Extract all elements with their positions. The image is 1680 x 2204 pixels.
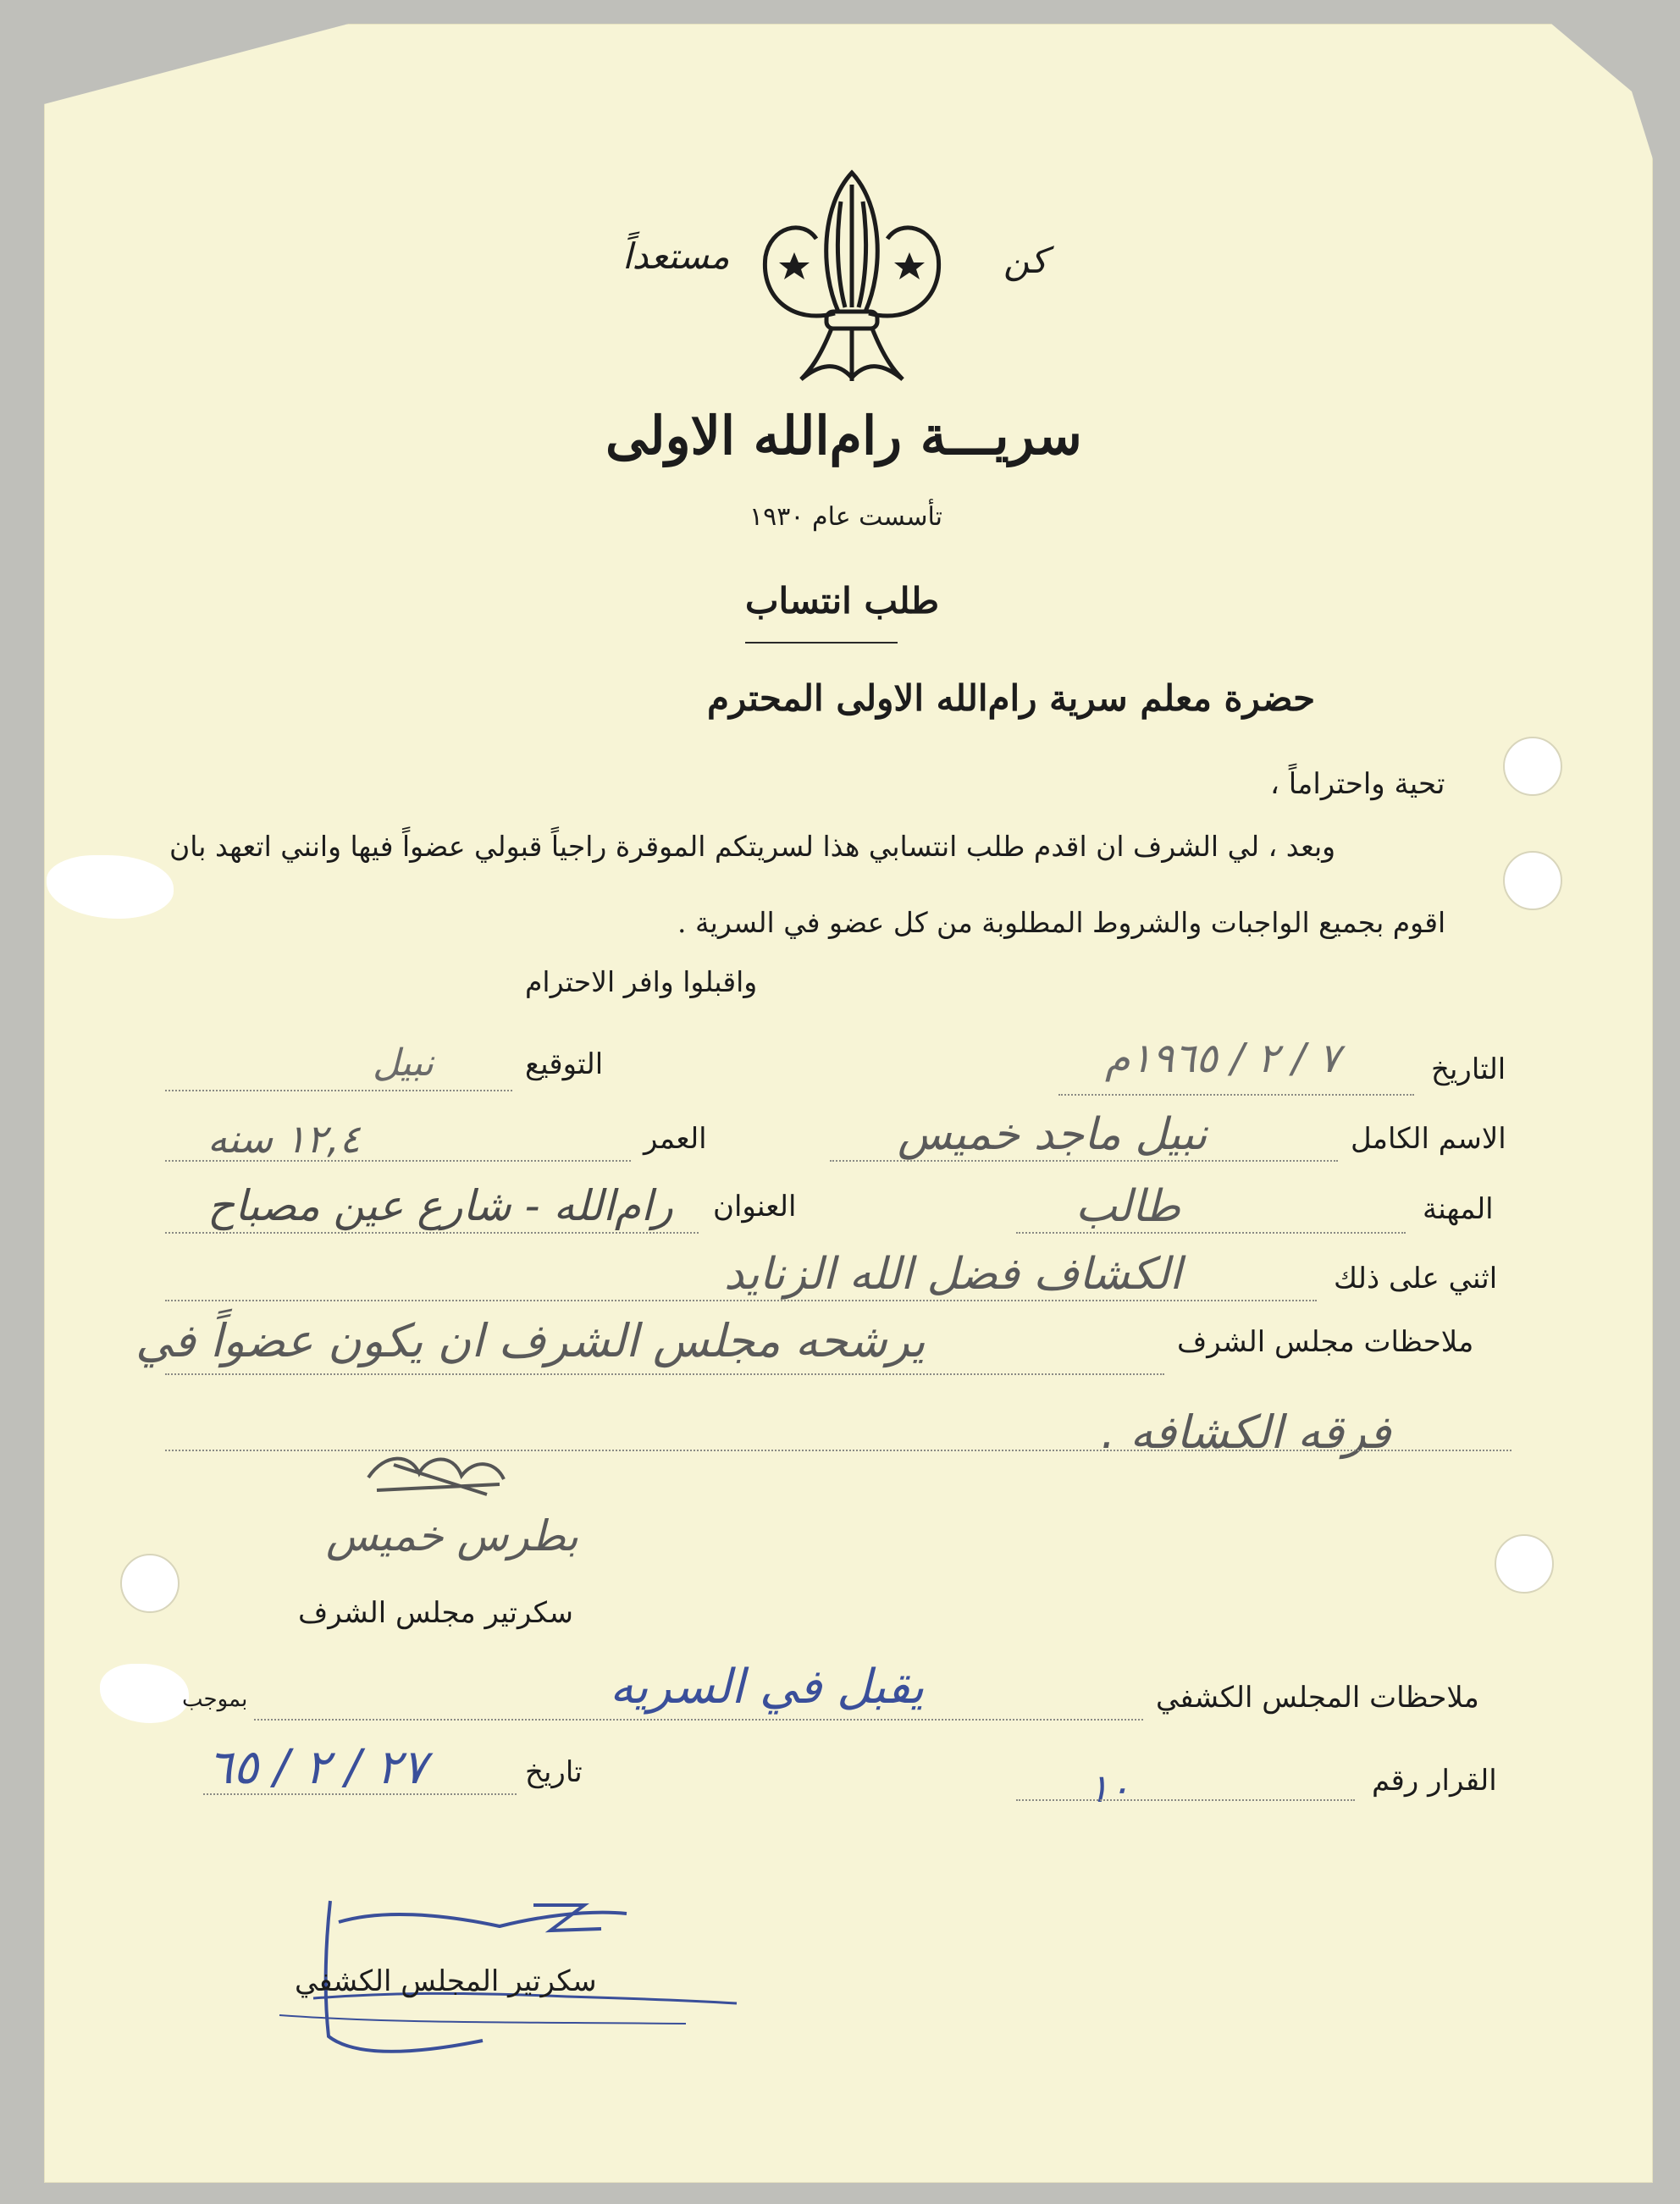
date-label: التاريخ: [1431, 1052, 1506, 1086]
scout-notes-label: ملاحظات المجلس الكشفي: [1156, 1681, 1479, 1715]
occupation-line: [1016, 1232, 1406, 1234]
scout-secretary-label: سكرتير المجلس الكشفي: [295, 1964, 597, 1998]
date-value: ٧ / ٢ / ١٩٦٥م: [1105, 1035, 1340, 1082]
punch-hole: [1503, 737, 1562, 796]
honor-secretary-name: بطرس خميس: [326, 1511, 579, 1560]
decision-label: القرار رقم: [1372, 1764, 1497, 1798]
founded-year: تأسست عام ١٩٣٠: [749, 502, 942, 532]
motto-right: كن: [1003, 240, 1047, 281]
scout-notes-suffix: بموجب: [182, 1687, 248, 1712]
scout-notes-line: [254, 1719, 1143, 1721]
decision-date-label: تاريخ: [525, 1755, 583, 1789]
age-value: ١٢,٤ سنه: [207, 1116, 361, 1162]
endorser-line: [165, 1300, 1317, 1301]
letter-body-line2: اقوم بجميع الواجبات والشروط المطلوبة من كل عضو في السرية .: [677, 906, 1446, 939]
age-line: [165, 1160, 631, 1162]
honor-notes-value1: يرشحه مجلس الشرف ان يكون عضواً في: [135, 1314, 926, 1367]
name-line: [830, 1160, 1338, 1162]
honor-notes-value2: فرقه الكشافه .: [1101, 1406, 1391, 1459]
name-value: نبيل ماجد خميس: [898, 1109, 1208, 1160]
signature-line: [165, 1090, 512, 1091]
letter-body-line1: وبعد ، لي الشرف ان اقدم طلب انتسابي هذا لسريتكم الموقرة راجياً قبولي عضواً فيها وانني اتعهد بان: [169, 830, 1336, 863]
letter-closing: واقبلوا وافر الاحترام: [525, 965, 758, 998]
signature-value: نبيل: [373, 1041, 434, 1085]
punch-hole: [1503, 851, 1562, 910]
endorser-label: اثني على ذلك: [1334, 1262, 1498, 1295]
date-line: [1058, 1094, 1414, 1096]
honor-secretary-signature-scribble: [360, 1444, 512, 1503]
occupation-value: طالب: [1075, 1181, 1181, 1232]
scout-notes-value: يقبل في السريه: [610, 1660, 925, 1715]
addressee: حضرة معلم سرية رام‌الله الاولى المحترم: [707, 677, 1316, 719]
form-title: طلب انتساب: [745, 580, 940, 621]
troop-name: سريـــة رام‌الله الاولى: [605, 405, 1082, 467]
punch-hole: [120, 1554, 180, 1613]
decision-value: ١٠: [1088, 1765, 1130, 1811]
decision-date-value: ٢٧ / ٢ / ٦٥: [207, 1740, 428, 1795]
occupation-label: المهنة: [1423, 1192, 1494, 1226]
address-value: رام‌الله - شارع عين مصباح: [207, 1181, 673, 1230]
title-underline: [745, 642, 898, 644]
decision-line: [1016, 1799, 1355, 1801]
address-label: العنوان: [713, 1190, 797, 1224]
punch-hole: [1495, 1534, 1554, 1594]
honor-notes-label: ملاحظات مجلس الشرف: [1177, 1325, 1474, 1359]
name-label: الاسم الكامل: [1351, 1122, 1506, 1156]
signature-label: التوقيع: [525, 1047, 604, 1081]
greeting: تحية واحتراماً ،: [1270, 767, 1445, 801]
endorser-value: الكشاف فضل الله الزنايد: [724, 1249, 1182, 1300]
address-line: [165, 1232, 699, 1234]
age-label: العمر: [644, 1122, 707, 1156]
decision-date-line: [203, 1793, 517, 1795]
fleur-de-lis-icon: [760, 168, 943, 384]
honor-notes-line1: [165, 1373, 1164, 1375]
honor-secretary-label: سكرتير مجلس الشرف: [298, 1596, 574, 1630]
motto-left: مستعداً: [622, 235, 730, 277]
